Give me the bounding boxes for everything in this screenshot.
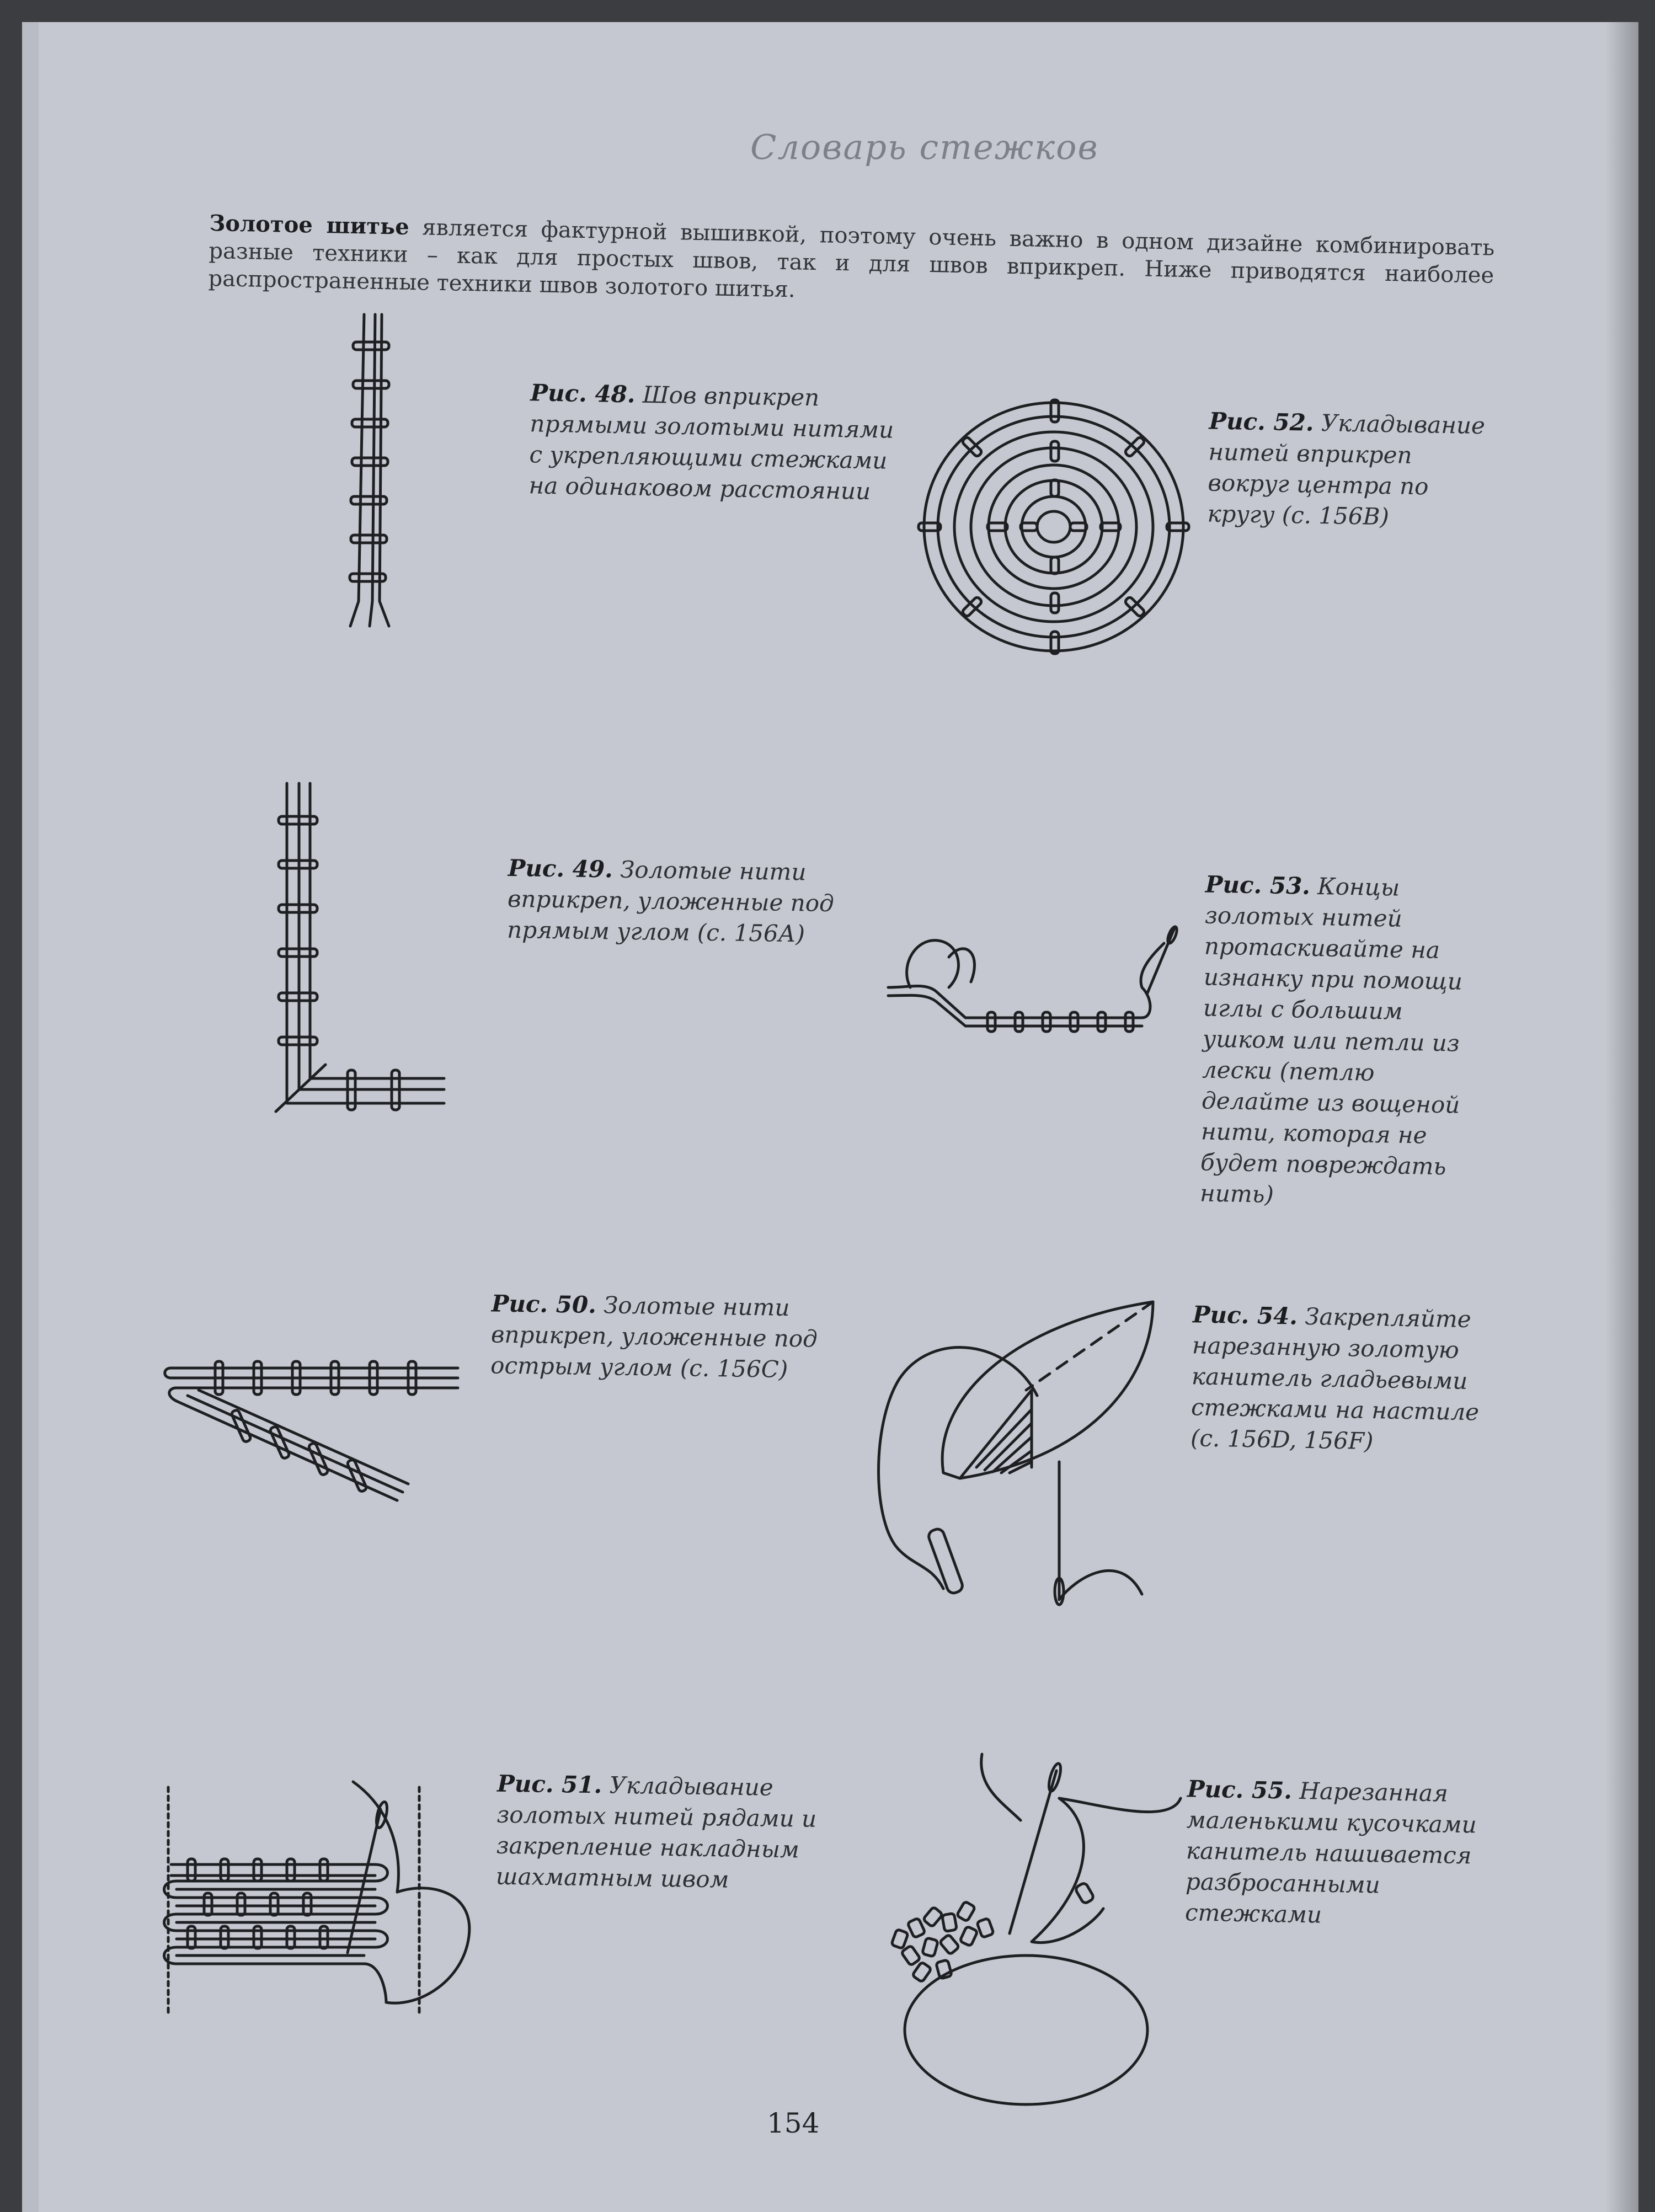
caption-50-label: Рис. 50. [491,1290,597,1319]
caption-49-label: Рис. 49. [508,854,613,883]
intro-bold-term: Золотое шитье [209,210,410,240]
caption-53 [1200,869,1493,1214]
caption-55-text: Нарезанная маленькими кусочками канитель нашивается разбросанными стежками [1184,1777,1477,1928]
caption-49-text: Золотые нити вприкреп, уложенные под прямым углом (с. 156А) [506,856,835,948]
caption-49 [507,853,839,950]
caption-54-text: Закрепляйте нарезанную золотую канитель гладьевыми стежками на настиле (с. 156D, 156F) [1190,1302,1480,1455]
figure-54-satin-over-padding [866,1291,1175,1644]
figure-50-acute-angle-couching [160,1335,469,1517]
page-edge [22,22,39,2212]
figure-55-scattered-chips [861,1743,1181,2107]
caption-51-text: Укладывание золотых нитей рядами и закрепление накладным шахматным швом [495,1771,817,1893]
caption-51-label: Рис. 51. [496,1770,602,1799]
intro-text: является фактурной вышивкой, поэтому очень важно в одном дизайне комбинировать разные техники – как для простых швов, так и для швов вприкреп. Ниже приводятся наиболее распространенные техники швов золотого шитья. [208,214,1495,303]
figure-51-brick-couching-rows [143,1771,485,2030]
caption-51 [495,1768,839,1897]
caption-48 [528,377,895,507]
figure-53-plunging-ends [877,905,1186,1043]
caption-54 [1190,1299,1491,1458]
caption-48-label: Рис. 48. [530,379,636,408]
caption-52-label: Рис. 52. [1209,407,1314,436]
caption-53-label: Рис. 53. [1205,870,1311,900]
intro-paragraph [208,210,1494,317]
caption-52 [1207,405,1496,534]
binding-shadow [1605,22,1638,2212]
figure-48-straight-couching [320,309,419,629]
figure-49-right-angle-couching [265,778,452,1120]
caption-53-text: Концы золотых нитей протаскивайте на изнанку при помощи иглы с большим ушком или петли из лески (петлю делайте из вощеной нити, которая не будет повреждать нить) [1199,873,1463,1208]
book-page [22,22,1638,2212]
caption-55 [1185,1773,1486,1933]
caption-50-text: Золотые нити вприкреп, уложенные под острым углом (с. 156С) [490,1291,818,1383]
page-number: 154 [767,2107,820,2139]
running-head: Словарь стежков [750,127,1099,167]
caption-52-text: Укладывание нитей вприкреп вокруг центра по кругу (с. 156В) [1207,409,1486,531]
caption-50 [490,1288,856,1386]
caption-48-text: Шов вприкреп прямыми золотыми нитями с укрепляющими стежками на одинаковом расстоянии [528,381,894,505]
caption-55-label: Рис. 55. [1187,1775,1293,1804]
figure-52-circular-couching [916,397,1192,656]
caption-54-label: Рис. 54. [1192,1301,1298,1330]
